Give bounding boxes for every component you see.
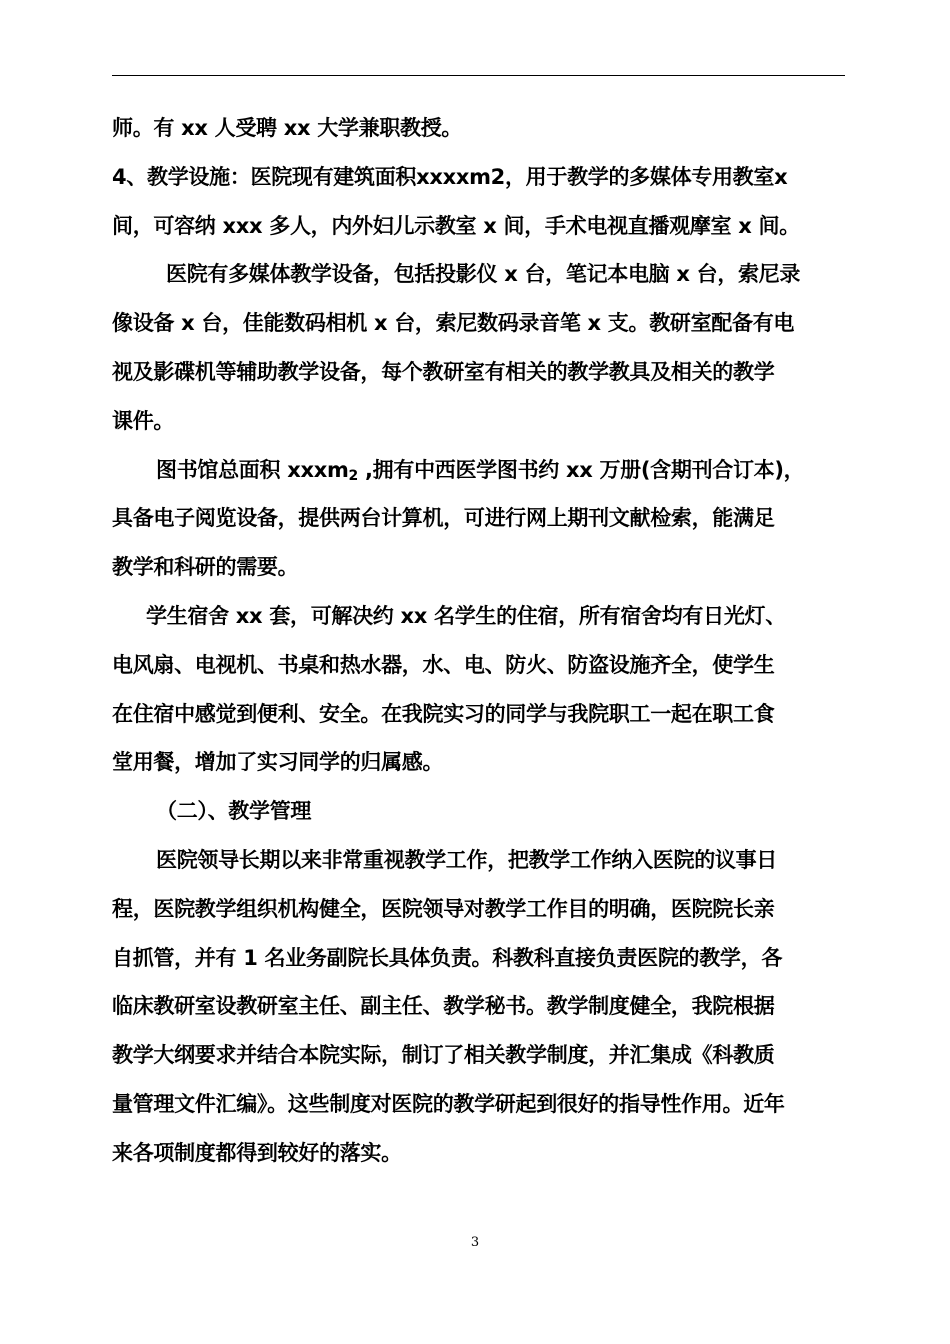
text-line: 教学大纲要求并结合本院实际，制订了相关教学制度，并汇集成《科教质 — [112, 1043, 775, 1068]
text-line — [112, 446, 847, 495]
text-line: 课件。 — [112, 408, 175, 433]
text-line: 电风扇、电视机、书桌和热水器，水、电、防火、防盗设施齐全，使学生 — [112, 652, 775, 677]
text-line: 临床教研室设教研室主任、副主任、教学秘书。教学制度健全，我院根据 — [112, 994, 775, 1019]
text-line: 4、教学设施：医院现有建筑面积xxxxm2，用于教学的多媒体专用教室x — [112, 164, 788, 189]
text-line: 间，可容纳 xxx 多人，内外妇儿示教室 x 间，手术电视直播观摩室 x 间。 — [112, 213, 800, 238]
text-line: 医院有多媒体教学设备，包括投影仪 x 台，笔记本电脑 x 台，索尼录 — [166, 262, 801, 287]
subscript: 2 — [348, 467, 358, 484]
text-line: 来各项制度都得到较好的落实。 — [112, 1140, 402, 1165]
text-line: 堂用餐，增加了实习同学的归属感。 — [112, 750, 444, 775]
text-line: 医院领导长期以来非常重视教学工作，把教学工作纳入医院的议事日 — [156, 847, 777, 872]
text-line: 在住宿中感觉到便利、安全。在我院实习的同学与我院职工一起在职工食 — [112, 701, 775, 726]
text-line: 程，医院教学组织机构健全，医院领导对教学工作目的明确，医院院长亲 — [112, 896, 775, 921]
text-line: 学生宿舍 xx 套，可解决约 xx 名学生的住宿，所有宿舍均有日光灯、 — [146, 603, 786, 628]
text-line: 具备电子阅览设备，提供两台计算机，可进行网上期刊文献检索，能满足 — [112, 506, 775, 531]
text-line: 教学和科研的需要。 — [112, 555, 299, 580]
header-rule — [112, 75, 845, 76]
text-span: 图书馆总面积 xxxm — [156, 457, 349, 482]
text-line: 视及影碟机等辅助教学设备，每个教研室有相关的教学教具及相关的教学 — [112, 359, 775, 384]
text-span: ,拥有中西医学图书约 xx 万册(含期刊合订本)， — [357, 457, 805, 482]
text-line: 像设备 x 台，佳能数码相机 x 台，索尼数码录音笔 x 支。教研室配备有电 — [112, 311, 795, 336]
text-line: 自抓管，并有 1 名业务副院长具体负责。科教科直接负责医院的教学，各 — [112, 945, 783, 970]
document-body — [112, 104, 847, 1178]
page-number: 3 — [470, 1235, 480, 1250]
section-heading: （二）、教学管理 — [156, 799, 312, 824]
text-line: 量管理文件汇编》。这些制度对医院的教学研起到很好的指导性作用。近年 — [112, 1091, 785, 1116]
text-line: 师。有 xx 人受聘 xx 大学兼职教授。 — [112, 116, 463, 140]
